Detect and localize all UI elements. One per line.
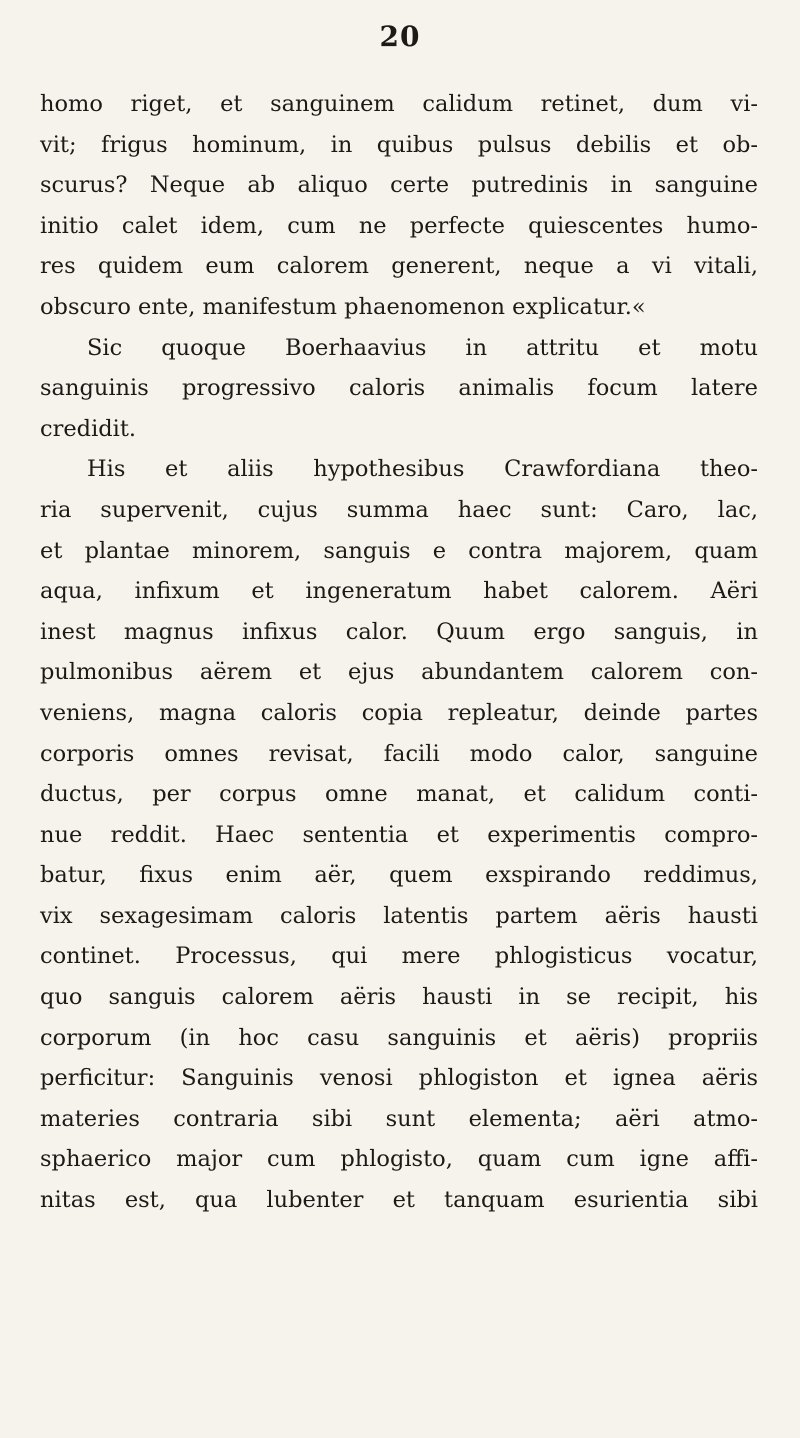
text-line: ductus, per corpus omne manat, et calidum conti- — [40, 781, 758, 808]
text-line: aqua, infixum et ingeneratum habet calorem. Aëri — [40, 578, 758, 605]
text-line: His et aliis hypothesibus Crawfordiana theo- — [87, 456, 758, 483]
text-line: scurus? Neque ab aliquo certe putredinis in sanguine — [40, 172, 758, 199]
text-line: et plantae minorem, sanguis e contra majorem, quam — [40, 537, 758, 564]
text-line: vix sexagesimam caloris latentis partem aëris hausti — [40, 902, 758, 929]
text-line: ria supervenit, cujus summa haec sunt: Caro, lac, — [40, 496, 758, 523]
text-line: materies contraria sibi sunt elementa; aëri atmo- — [40, 1105, 758, 1132]
text-line: inest magnus infixus calor. Quum ergo sanguis, in — [40, 618, 758, 645]
text-line: nitas est, qua lubenter et tanquam esurientia sibi — [40, 1187, 758, 1214]
text-line: Sic quoque Boerhaavius in attritu et motu — [87, 334, 758, 361]
text-line: homo riget, et sanguinem calidum retinet, dum vi- — [40, 91, 758, 117]
text-line: continet. Processus, qui mere phlogisticus vocatur, — [40, 943, 758, 970]
text-line: veniens, magna caloris copia repleatur, deinde partes — [40, 699, 758, 726]
text-line: sanguinis progressivo caloris animalis focum latere — [40, 375, 758, 402]
page-number: 20 — [379, 20, 421, 53]
text-line: nue reddit. Haec sententia et experimentis compro- — [40, 821, 758, 848]
text-line: batur, fixus enim aër, quem exspirando reddimus, — [40, 862, 758, 889]
text-line: pulmonibus aërem et ejus abundantem calorem con- — [40, 659, 758, 686]
text-line: corporum (in hoc casu sanguinis et aëris) propriis — [40, 1024, 758, 1051]
body-text — [40, 84, 758, 1221]
text-line: initio calet idem, cum ne perfecte quiescentes humo- — [40, 212, 758, 239]
text-line: corporis omnes revisat, facili modo calor, sanguine — [40, 740, 758, 767]
text-line: perficitur: Sanguinis venosi phlogiston et ignea aëris — [40, 1065, 758, 1092]
text-line: sphaerico major cum phlogisto, quam cum igne affi- — [40, 1146, 758, 1173]
text-line: obscuro ente, manifestum phaenomenon explicatur.« — [40, 293, 646, 320]
text-line: res quidem eum calorem generent, neque a vi vitali, — [40, 253, 758, 280]
text-line: credidit. — [40, 415, 137, 442]
text-line: quo sanguis calorem aëris hausti in se recipit, his — [40, 984, 758, 1011]
text-line: vit; frigus hominum, in quibus pulsus debilis et ob- — [40, 131, 758, 158]
